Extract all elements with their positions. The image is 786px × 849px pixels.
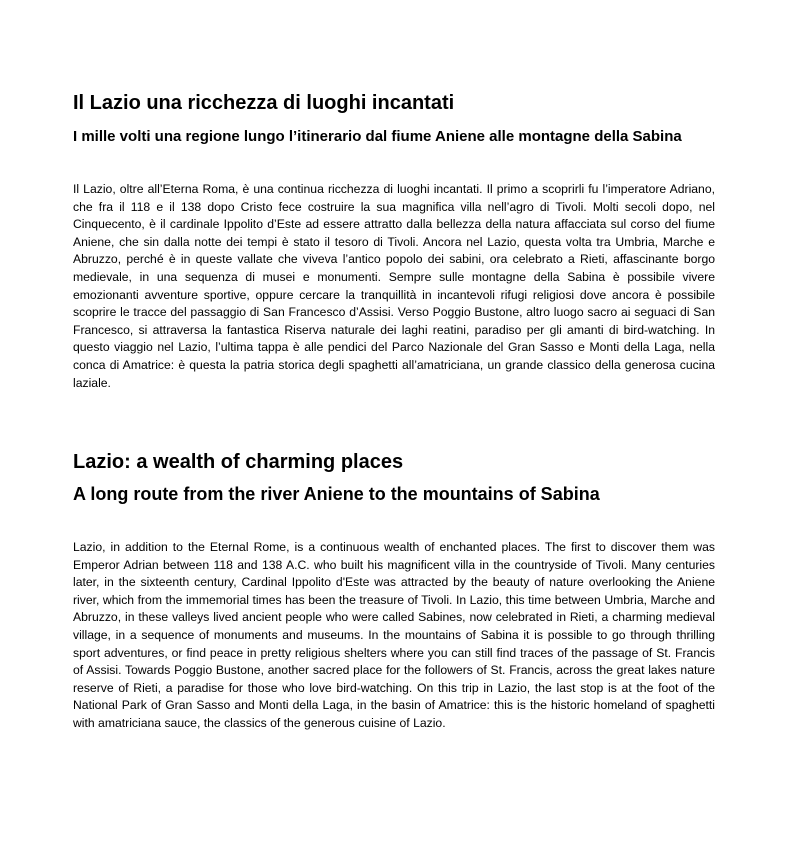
english-section <box>73 449 715 733</box>
english-title: Lazio: a wealth of charming places <box>73 451 404 473</box>
italian-body-paragraph: Il Lazio, oltre all’Eterna Roma, è una continua ricchezza di luoghi incantati. Il primo a scoprirli fu l’imperatore Adriano, che fra il 118 e il 138 dopo Cristo fece costruire la sua magnifica villa nell’agro di Tivoli. Molti secoli dopo, nel Cinquecento, è il cardinale Ippolito d’Este ad essere attratto dalla bellezza della natura affacciata sul corso del fiume Aniene, che sin dalla notte dei tempi è stato il tesoro di Tivoli. Ancora nel Lazio, questa volta tra Umbria, Marche e Abruzzo, perché è in queste vallate che viveva l’antico popolo dei sabini, ora celebrato a Rieti, affascinante borgo medievale, in una sequenza di musei e monumenti. Sempre sulle montagne della Sabina è possibile vivere emozionanti avventure sportive, oppure cercare la tranquillità in incantevoli rifugi religiosi dove ancora è possibile scoprire le tracce del passaggio di San Francesco d’Assisi. Verso Poggio Bustone, altro luogo sacro ai seguaci di San Francesco, si attraversa la fantastica Riserva naturale dei laghi reatini, paradiso per gli amanti di bird-watching. In questo viaggio nel Lazio, l’ultima tappa è alle pendici del Parco Nazionale del Gran Sasso e Monti della Laga, nella conca di Amatrice: è questa la patria storica degli spaghetti all’amatriciana, un grande classico della generosa cucina laziale. <box>73 182 715 390</box>
italian-section <box>73 90 715 392</box>
english-subtitle: A long route from the river Aniene to the mountains of Sabina <box>73 484 600 504</box>
english-body-paragraph: Lazio, in addition to the Eternal Rome, is a continuous wealth of enchanted places. The first to discover them was Emperor Adrian between 118 and 138 A.C. who built his magnificent villa in the countryside of Tivoli. Many centuries later, in the sixteenth century, Cardinal Ippolito d'Este was attracted by the beauty of nature overlooking the Aniene river, which from the immemorial times has been the treasure of Tivoli. In Lazio, this time between Umbria, Marche and Abruzzo, in these valleys lived ancient people who were called Sabines, now celebrated in Rieti, a charming medieval village, in a sequence of monuments and museums. In the mountains of Sabina it is possible to go through thrilling sport adventures, or find peace in pretty religious shelters where you can still find traces of the passage of St. Francis of Assisi. Towards Poggio Bustone, another sacred place for the followers of St. Francis, across the great lakes nature reserve of Rieti, a paradise for those who love bird-watching. On this trip in Lazio, the last stop is at the foot of the National Park of Gran Sasso and Monti della Laga, in the basin of Amatrice: this is the historic homeland of spaghetti with amatriciana sauce, the classics of the generous cuisine of Lazio. <box>73 540 715 730</box>
italian-title: Il Lazio una ricchezza di luoghi incantati <box>73 92 455 114</box>
italian-subtitle: I mille volti una regione lungo l’itinerario dal fiume Aniene alle montagne della Sabina <box>73 128 682 145</box>
